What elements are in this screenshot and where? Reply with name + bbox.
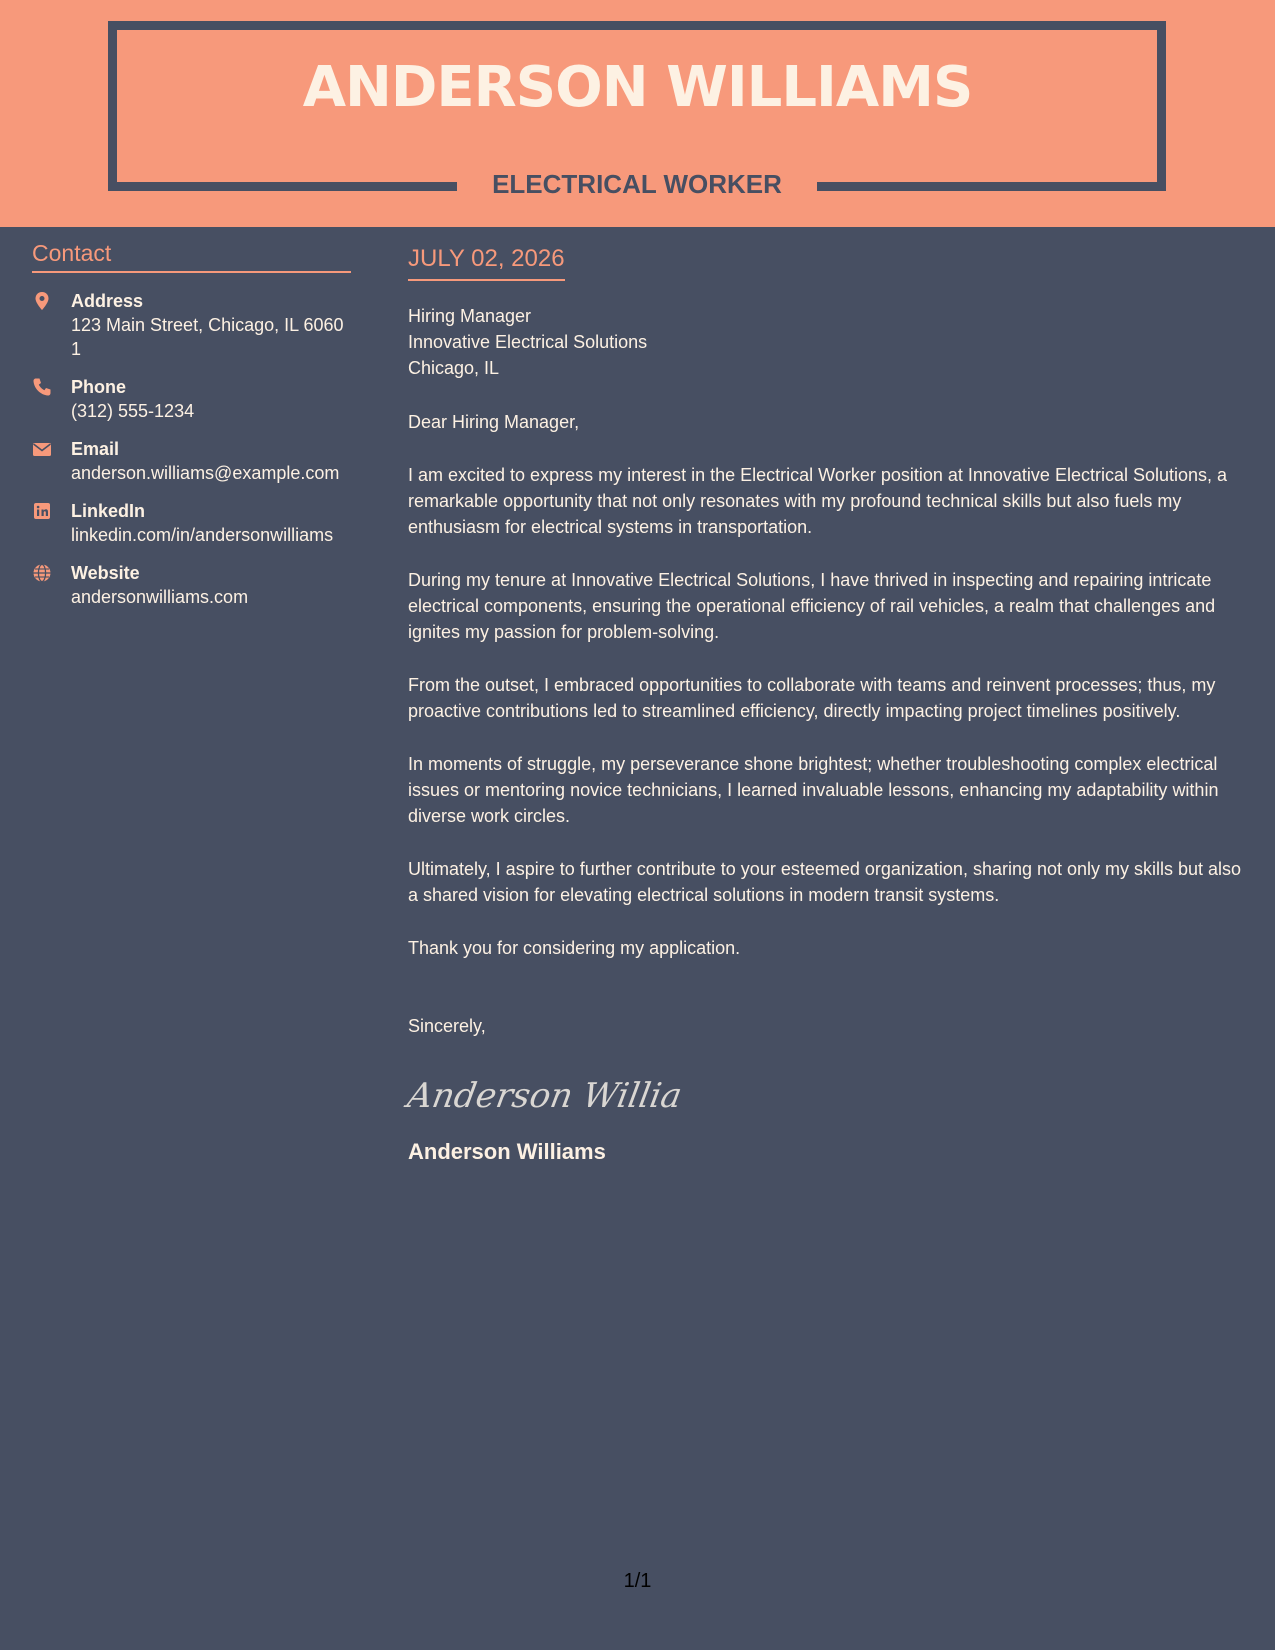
globe-icon [32,563,52,583]
contact-item-email[interactable] [32,437,351,485]
salutation: Dear Hiring Manager, [408,412,580,432]
phone-value: (312) 555-1234 [71,401,195,421]
paragraph: In moments of struggle, my perseverance shone brightest; whether troubleshooting complex electrical issues or mentoring novice technicians, I learned invaluable lessons, enhancing my adaptability within diverse work circles. [408,754,1219,826]
closing: Sincerely, [408,1016,486,1036]
letter-body [404,244,1250,1165]
linkedin-icon [32,501,52,521]
paragraph: From the outset, I embraced opportunities to collaborate with teams and reinvent processes; thus, my proactive contributions led to streamlined efficiency, directly impacting project timelines positively. [408,675,1216,721]
recipient-line: Chicago, IL [408,358,500,378]
paragraph: During my tenure at Innovative Electrical Solutions, I have thrived in inspecting and repairing intricate electrical components, ensuring the operational efficiency of rail vehicles, a realm that challenges and ignites my passion for problem-solving. [408,570,1216,642]
applicant-name: ANDERSON WILLIAMS [302,55,973,120]
envelope-icon [32,439,52,459]
job-title: ELECTRICAL WORKER [457,166,817,202]
email-value[interactable]: anderson.williams@example.com [71,463,340,483]
handwritten-signature: Anderson Willia [404,1076,685,1116]
recipient-block [408,303,1250,381]
contact-heading: Contact [32,240,351,273]
recipient-line: Innovative Electrical Solutions [408,332,648,352]
recipient-line: Hiring Manager [408,306,532,326]
contact-item-linkedin[interactable] [32,499,351,547]
paragraph: I am excited to express my interest in the Electrical Worker position at Innovative Electrical Solutions, a remarkable opportunity that not only resonates with my profound technical skills but also fuels my enthusiasm for electrical systems in transportation. [408,465,1228,537]
letter-date: JULY 02, 2026 [408,244,565,281]
contact-label: Address [71,291,144,311]
signed-name: Anderson Williams [408,1139,606,1164]
contact-item-phone [32,375,351,423]
map-pin-icon [32,291,52,311]
contact-label: Website [71,563,140,583]
contact-label: LinkedIn [71,501,146,521]
linkedin-value[interactable]: linkedin.com/in/andersonwilliams [71,525,334,545]
contact-label: Email [71,439,120,459]
contact-label: Phone [71,377,127,397]
phone-icon [32,377,52,397]
contact-item-website[interactable] [32,561,351,609]
address-value: 123 Main Street, Chicago, IL 60601 [71,315,344,359]
paragraph: Ultimately, I aspire to further contribute to your esteemed organization, sharing not only my skills but also a shared vision for elevating electrical solutions in modern transit systems. [408,859,1242,905]
contact-item-address [32,289,351,361]
website-value[interactable]: andersonwilliams.com [71,587,249,607]
page-number: 1/1 [623,1570,652,1592]
contact-sidebar [32,240,351,609]
header-banner [0,0,1275,227]
paragraph: Thank you for considering my application. [408,938,741,958]
